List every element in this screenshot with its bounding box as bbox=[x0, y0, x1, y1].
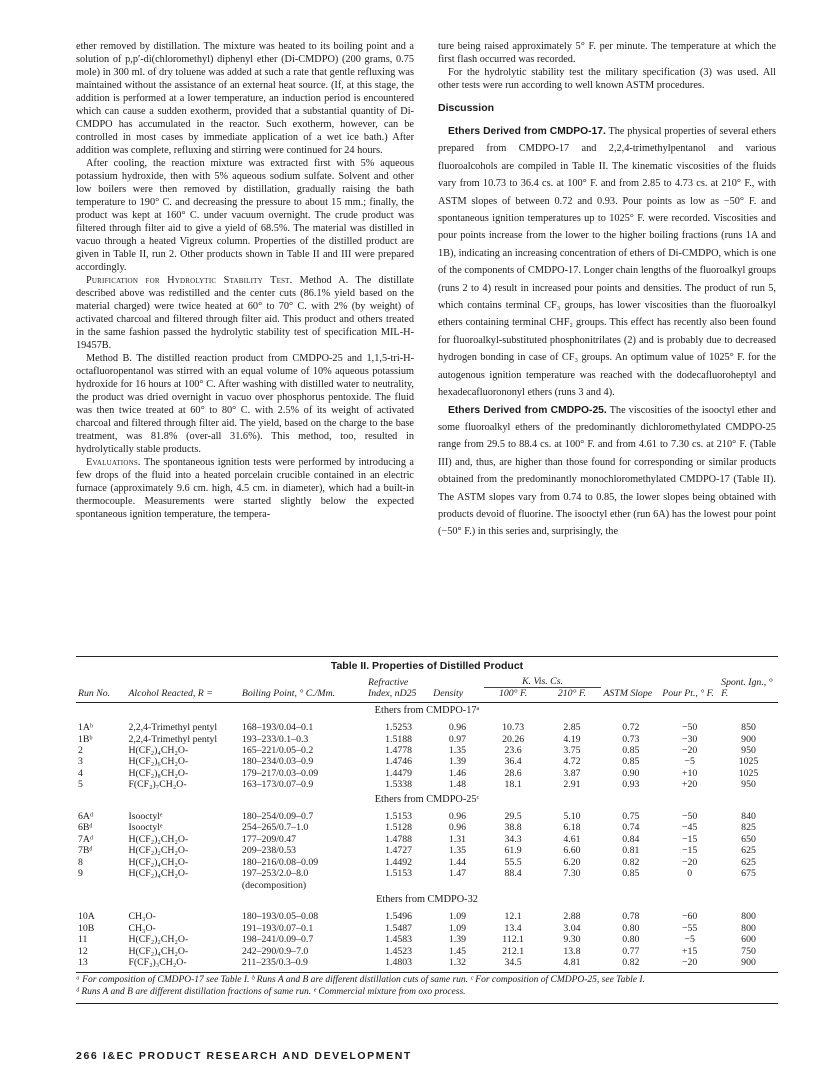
kvis-210f-cell: 13.8 bbox=[563, 945, 581, 957]
spontaneous-ignition-cell: 1025 bbox=[738, 767, 759, 779]
spontaneous-ignition-cell: 900 bbox=[741, 956, 756, 968]
boiling-point-cell: 177–209/0.47 bbox=[241, 833, 297, 845]
table-ii bbox=[76, 656, 778, 1004]
paragraph bbox=[438, 402, 776, 541]
kvis-210f-cell: 5.10 bbox=[563, 811, 581, 823]
density-cell: 1.09 bbox=[448, 911, 466, 923]
table-row bbox=[76, 911, 778, 922]
run-cell: 11 bbox=[78, 934, 88, 946]
header-refractive-index: Refractive Index, nD25 bbox=[366, 676, 431, 702]
table-body bbox=[76, 702, 778, 968]
astm-slope-cell: 0.84 bbox=[622, 833, 640, 845]
kvis-210f-cell: 3.87 bbox=[563, 767, 581, 779]
refractive-index-cell: 1.4492 bbox=[385, 856, 413, 868]
group-label: Ethers from CMDPO-32 bbox=[376, 893, 478, 905]
refractive-index-cell: 1.5153 bbox=[385, 868, 413, 880]
header-run: Run No. bbox=[76, 676, 126, 702]
pour-point-cell: −50 bbox=[681, 722, 698, 734]
boiling-point-note: (decomposition) bbox=[241, 879, 307, 891]
density-cell: 1.39 bbox=[448, 934, 466, 946]
refractive-index-cell: 1.5496 bbox=[385, 911, 413, 923]
kvis-100f-cell: 55.5 bbox=[504, 856, 522, 868]
refractive-index-cell: 1.5253 bbox=[385, 722, 413, 734]
header-kinematic-viscosity: K. Vis. Cs. bbox=[522, 676, 563, 687]
refractive-index-cell: 1.5188 bbox=[385, 733, 413, 745]
kvis-100f-cell: 20.26 bbox=[502, 733, 525, 745]
spontaneous-ignition-cell: 600 bbox=[741, 934, 756, 946]
astm-slope-cell: 0.74 bbox=[622, 822, 640, 834]
pour-point-cell: −5 bbox=[684, 934, 695, 946]
astm-slope-cell: 0.81 bbox=[622, 845, 640, 857]
kvis-210f-cell: 2.88 bbox=[563, 911, 581, 923]
table-footnotes bbox=[76, 972, 778, 998]
kvis-210f-cell: 4.72 bbox=[563, 756, 581, 768]
run-cell: 3 bbox=[78, 756, 83, 768]
kvis-210f-cell: 3.75 bbox=[563, 745, 581, 757]
density-cell: 1.39 bbox=[448, 756, 466, 768]
paragraph: For the hydrolytic stability test the military specification (3) was used. All other tests were run according to well known ASTM procedures. bbox=[438, 67, 776, 91]
refractive-index-cell: 1.5128 bbox=[385, 822, 413, 834]
boiling-point-cell: 209–238/0.53 bbox=[241, 845, 297, 857]
density-cell: 0.96 bbox=[448, 811, 466, 823]
boiling-point-cell: 165–221/0.05–0.2 bbox=[241, 745, 314, 757]
astm-slope-cell: 0.77 bbox=[622, 945, 640, 957]
section-heading: Discussion bbox=[438, 102, 495, 114]
kvis-100f-cell: 36.4 bbox=[504, 756, 522, 768]
run-cell: 5 bbox=[78, 779, 83, 791]
pour-point-cell: −30 bbox=[681, 733, 698, 745]
density-cell: 1.35 bbox=[448, 845, 466, 857]
table-title: Table II. Properties of Distilled Product bbox=[330, 660, 524, 672]
kvis-100f-cell: 28.6 bbox=[504, 767, 522, 779]
kvis-100f-cell: 61.9 bbox=[504, 845, 522, 857]
table-row bbox=[76, 734, 778, 745]
paragraph: ture being raised approximately 5° F. per minute. The temperature at which the first flash occurred was recorded. bbox=[438, 41, 776, 65]
refractive-index-cell: 1.4746 bbox=[385, 756, 413, 768]
footnote: ᵃ For composition of CMDPO-17 see Table I. ᵇ Runs A and B are different distillation cuts of same run. ᶜ For composition of CMDPO-25, see Table I. bbox=[76, 975, 645, 986]
page-footer: 266 I&EC PRODUCT RESEARCH AND DEVELOPMENT bbox=[76, 1050, 412, 1062]
spontaneous-ignition-cell: 800 bbox=[741, 911, 756, 923]
run-cell: 7Aᵈ bbox=[78, 833, 94, 845]
table-row bbox=[76, 957, 778, 968]
boiling-point-cell: 242–290/0.9–7.0 bbox=[241, 945, 309, 957]
kvis-100f-cell: 13.4 bbox=[504, 922, 522, 934]
paragraph: Method B. The distilled reaction product from CMDPO-25 and 1,1,5-tri-H-octafluoropentanol was stirred with an equal volume of 10% aqueous potassium hydroxide for 16 hours at 100° C. After washing with distilled water to neutrality, the product was dried overnight in vacuo over phosphorus pentoxide. The fluid was then twice treated at 60° to 80° C. with 2.5% of its weight of activated charcoal and filtered through filter aid. The yield, based on the charge to the base treatment, was 81.8% (over-all 31.6%). This method, too, resulted in hydrolytically stable products. bbox=[76, 353, 414, 455]
spontaneous-ignition-cell: 840 bbox=[741, 811, 756, 823]
kvis-210f-cell: 3.04 bbox=[563, 922, 581, 934]
group-header-row bbox=[76, 791, 778, 811]
paragraph-body: The physical properties of several ethers prepared from CMDPO-17 and 2,2,4-trimethylpentanol and various fluoroalcohols are compiled in Table II. The kinematic viscosities of the fluids vary from 10.73 to 36.4 cs. at 100° F. and from 2.85 to 4.73 cs. at 210° F., with ASTM slopes of between 0.72 and 0.93. Pour points as low as −50° F. and spontaneous ignition temperatures up to 1025° F. were recorded. Viscosities and pour points increase from the lower to the higher boiling fractions (runs 1A and 1B), indicating an increasing concentration of ethers of Di-CMDPO, which is one of the components of CMDPO-17. Longer chain lengths of the fluoroalkyl groups (runs 2 to 4) result in increased pour points and densities. The product of run 5, which contains terminal CF₃ groups, has lower viscosities than the fluoroalkyl ethers containing terminal CHF₂ groups. This effect has recently also been found for fluoroalkyl-substituted phosphonitrilates (2) and is probably due to decreased hydrogen bonding in case of CF₃ groups. An optimum value of 1025° F. for the autogenous ignition temperature was reached with the dodecafluoroheptyl and hexadecafluorononyl ethers (runs 3 and 4). bbox=[438, 126, 777, 399]
group-header-row bbox=[76, 891, 778, 911]
boiling-point-cell: 254–265/0.7–1.0 bbox=[241, 822, 309, 834]
spontaneous-ignition-cell: 750 bbox=[741, 945, 756, 957]
astm-slope-cell: 0.80 bbox=[622, 934, 640, 946]
alcohol-cell: CH₃O- bbox=[128, 911, 156, 923]
pour-point-cell: −5 bbox=[684, 756, 695, 768]
spontaneous-ignition-cell: 950 bbox=[741, 779, 756, 791]
boiling-point-cell: 180–193/0.05–0.08 bbox=[241, 911, 319, 923]
kvis-100f-cell: 212.1 bbox=[502, 945, 525, 957]
spontaneous-ignition-cell: 625 bbox=[741, 845, 756, 857]
kvis-210f-cell: 2.91 bbox=[563, 779, 581, 791]
pour-point-cell: +15 bbox=[681, 945, 698, 957]
header-pour-point: Pour Pt., ° F. bbox=[660, 676, 719, 702]
run-cell: 6Bᵈ bbox=[78, 822, 93, 834]
kvis-100f-cell: 29.5 bbox=[504, 811, 522, 823]
alcohol-cell: Isooctylᵉ bbox=[128, 822, 163, 834]
density-cell: 1.44 bbox=[448, 856, 466, 868]
kvis-100f-cell: 38.8 bbox=[504, 822, 522, 834]
density-cell: 1.46 bbox=[448, 767, 466, 779]
pour-point-cell: +20 bbox=[681, 779, 698, 791]
astm-slope-cell: 0.80 bbox=[622, 922, 640, 934]
header-density: Density bbox=[431, 676, 484, 702]
density-cell: 1.31 bbox=[448, 833, 466, 845]
table-row bbox=[76, 857, 778, 868]
table-row bbox=[76, 946, 778, 957]
refractive-index-cell: 1.4583 bbox=[385, 934, 413, 946]
footnote: ᵈ Runs A and B are different distillation fractions of same run. ᵉ Commercial mixture from oxo process. bbox=[76, 986, 466, 997]
paragraph bbox=[76, 456, 414, 521]
kvis-100f-cell: 34.3 bbox=[504, 833, 522, 845]
alcohol-cell: H(CF₂)₈CH₂O- bbox=[128, 767, 189, 779]
run-cell: 9 bbox=[78, 868, 83, 880]
left-text-column bbox=[76, 40, 414, 521]
kvis-100f-cell: 112.1 bbox=[502, 934, 524, 946]
run-in-heading: Ethers Derived from CMDPO-17. bbox=[448, 126, 606, 137]
refractive-index-cell: 1.5487 bbox=[385, 922, 413, 934]
density-cell: 1.35 bbox=[448, 745, 466, 757]
kvis-100f-cell: 34.5 bbox=[504, 956, 522, 968]
refractive-index-cell: 1.4523 bbox=[385, 945, 413, 957]
paragraph: After cooling, the reaction mixture was extracted first with 5% aqueous potassium hydroxide, then with 5% aqueous sodium sulfate. Solvent and other low boilers were then removed by distillation, gradually raising the bath temperature to 190° C. and decreasing the pressure to about 15 mm.; finally, the product was kept at 160° C. under vacuum overnight. The crude product was filtered through filter aid to give a yield of 68.5%. The material was distilled in vacuo through a heated Vigreux column. Properties of the distilled product are given in Table II, run 2. Other products shown in Table II and III were prepared accordingly. bbox=[76, 158, 414, 273]
spontaneous-ignition-cell: 950 bbox=[741, 745, 756, 757]
pour-point-cell: +10 bbox=[681, 767, 698, 779]
alcohol-cell: H(CF₂)₂CH₂O- bbox=[128, 845, 189, 857]
kvis-210f-cell: 6.20 bbox=[563, 856, 581, 868]
refractive-index-cell: 1.4788 bbox=[385, 833, 413, 845]
run-cell: 1Aᵇ bbox=[78, 722, 94, 734]
run-cell: 13 bbox=[78, 956, 88, 968]
table-row bbox=[76, 834, 778, 845]
group-label: Ethers from CMDPO-17ᵃ bbox=[374, 704, 480, 716]
density-cell: 1.48 bbox=[448, 779, 466, 791]
alcohol-cell: CH₃O- bbox=[128, 922, 156, 934]
astm-slope-cell: 0.75 bbox=[622, 811, 640, 823]
refractive-index-cell: 1.5338 bbox=[385, 779, 413, 791]
alcohol-cell: H(CF₂)₄CH₂O- bbox=[128, 945, 189, 957]
alcohol-cell: F(CF₂)₃CH₂O- bbox=[128, 956, 187, 968]
header-boiling-point: Boiling Point, ° C./Mm. bbox=[240, 676, 366, 702]
kvis-100f-cell: 88.4 bbox=[504, 868, 522, 880]
density-cell: 1.32 bbox=[448, 956, 466, 968]
alcohol-cell: H(CF₂)₄CH₂O- bbox=[128, 745, 189, 757]
run-cell: 12 bbox=[78, 945, 88, 957]
run-cell: 2 bbox=[78, 745, 83, 757]
spontaneous-ignition-cell: 825 bbox=[741, 822, 756, 834]
astm-slope-cell: 0.85 bbox=[622, 868, 640, 880]
table-row bbox=[76, 756, 778, 767]
boiling-point-cell: 180–234/0.03–0.9 bbox=[241, 756, 314, 768]
run-cell: 8 bbox=[78, 856, 83, 868]
boiling-point-cell bbox=[240, 868, 366, 891]
boiling-point-cell: 163–173/0.07–0.9 bbox=[241, 779, 314, 791]
table-row bbox=[76, 845, 778, 856]
density-cell: 0.97 bbox=[448, 733, 466, 745]
header-spontaneous-ignition: Spont. Ign., ° F. bbox=[719, 676, 778, 702]
header-alcohol: Alcohol Reacted, R = bbox=[126, 676, 239, 702]
kvis-210f-cell: 4.81 bbox=[563, 956, 581, 968]
paragraph bbox=[76, 274, 414, 352]
pour-point-cell: −15 bbox=[681, 833, 698, 845]
density-cell: 0.96 bbox=[448, 822, 466, 834]
astm-slope-cell: 0.90 bbox=[622, 767, 640, 779]
run-in-heading: Evaluations. bbox=[86, 457, 141, 468]
boiling-point-value: 197–253/2.0–8.0 bbox=[241, 868, 309, 880]
table-row bbox=[76, 934, 778, 945]
pour-point-cell: −15 bbox=[681, 845, 698, 857]
kvis-100f-cell: 12.1 bbox=[504, 911, 522, 923]
table-row bbox=[76, 811, 778, 822]
spontaneous-ignition-cell: 650 bbox=[741, 833, 756, 845]
pour-point-cell: −55 bbox=[681, 922, 698, 934]
alcohol-cell: F(CF₂)₇CH₂O- bbox=[128, 779, 187, 791]
refractive-index-cell: 1.4479 bbox=[385, 767, 413, 779]
boiling-point-cell: 168–193/0.04–0.1 bbox=[241, 722, 314, 734]
astm-slope-cell: 0.82 bbox=[622, 956, 640, 968]
astm-slope-cell: 0.93 bbox=[622, 779, 640, 791]
group-label: Ethers from CMDPO-25ᶜ bbox=[374, 793, 480, 805]
header-kvis-100f: 100° F. bbox=[484, 688, 543, 702]
properties-table bbox=[76, 676, 778, 968]
table-row bbox=[76, 923, 778, 934]
spontaneous-ignition-cell: 675 bbox=[741, 868, 756, 880]
astm-slope-cell: 0.82 bbox=[622, 856, 640, 868]
density-cell: 1.09 bbox=[448, 922, 466, 934]
alcohol-cell: H(CF₂)₄CH₂O- bbox=[128, 856, 189, 868]
spontaneous-ignition-cell: 850 bbox=[741, 722, 756, 734]
refractive-index-cell: 1.4778 bbox=[385, 745, 413, 757]
refractive-index-cell: 1.5153 bbox=[385, 811, 413, 823]
alcohol-cell: 2,2,4-Trimethyl pentyl bbox=[128, 722, 218, 734]
astm-slope-cell: 0.73 bbox=[622, 733, 640, 745]
run-cell: 10B bbox=[78, 922, 95, 934]
pour-point-cell: −50 bbox=[681, 811, 698, 823]
paragraph: ether removed by distillation. The mixture was heated to its boiling point and a solution of p,p′-di(chloromethyl) diphenyl ether (Di-CMDPO) (200 grams, 0.75 mole) in 300 ml. of dry toluene was added at such a rate that gentle refluxing was maintained without the assistance of an external heat source. (If, at this stage, the addition is performed at a lower temperature, an induction period is encountered which can cause a sudden exotherm, provided that a substantial quantity of Di-CMDPO has accumulated in the reactor. Such exotherm, however, can be controlled in most cases by immediate application of a wet ice bath.) After addition was complete, refluxing and stirring were continued for 24 hours. bbox=[76, 41, 414, 156]
table-row bbox=[76, 822, 778, 833]
pour-point-cell: −60 bbox=[681, 911, 698, 923]
boiling-point-cell: 193–233/0.1–0.3 bbox=[241, 733, 309, 745]
kvis-210f-cell: 4.19 bbox=[563, 733, 581, 745]
spontaneous-ignition-cell: 800 bbox=[741, 922, 756, 934]
boiling-point-cell: 211–235/0.3–0.9 bbox=[241, 956, 308, 968]
header-kvis-210f: 210° F. bbox=[543, 688, 602, 702]
run-cell: 1Bᵇ bbox=[78, 733, 93, 745]
boiling-point-cell: 191–193/0.07–0.1 bbox=[241, 922, 314, 934]
spontaneous-ignition-cell: 900 bbox=[741, 733, 756, 745]
boiling-point-cell: 180–254/0.09–0.7 bbox=[241, 811, 314, 823]
pour-point-cell: −20 bbox=[681, 956, 698, 968]
density-cell: 1.45 bbox=[448, 945, 466, 957]
table-top-rule bbox=[76, 656, 778, 657]
kvis-210f-cell: 9.30 bbox=[563, 934, 581, 946]
kvis-100f-cell: 23.6 bbox=[504, 745, 522, 757]
paragraph-body: The viscosities of the isooctyl ether and some fluoroalkyl ethers of the predominantly dichloromethylated CMDPO-25 range from 29.5 to 88.4 cs. at 100° F. and from 4.61 to 7.30 cs. at 210° F. (Table III) and, thus, are higher than those found for corresponding or similar products obtained from the predominantly monochloromethylated CMDPO-17 (Table II). The ASTM slopes vary from 0.74 to 0.85, the lower slopes being obtained with products devoid of fluorine. The isooctyl ether (run 6A) has the lowest pour point (−50° F.) in this series and, surprisingly, the bbox=[438, 404, 776, 538]
table-row bbox=[76, 768, 778, 779]
kvis-100f-cell: 10.73 bbox=[502, 722, 525, 734]
alcohol-cell: H(CF₂)₂CH₂O- bbox=[128, 833, 189, 845]
table-row bbox=[76, 745, 778, 756]
run-cell: 6Aᵈ bbox=[78, 811, 94, 823]
paragraph-body: Method A. The distillate described above was redistilled and the center cuts (86.1% yield based on the material charged) were twice heated at 60° to 70° C. with 2% (by weight) of activated charcoal and filtered through filter aid. This product and others treated in the same fashion passed the hydrolytic stability test of specification MIL-H-19457B. bbox=[76, 275, 415, 351]
run-in-heading: Purification for Hydrolytic Stability Test. bbox=[86, 275, 293, 286]
pour-point-cell: −45 bbox=[681, 822, 698, 834]
table-row bbox=[76, 779, 778, 790]
paragraph-body: The spontaneous ignition tests were performed by introducing a few drops of the fluid into a heated porcelain crucible contained in an electric furnace (approximately 9.6 cm. high, 4.5 cm. in diameter), which had a built-in thermocouple. Measurements were started slightly below the expected spontaneous ignition temperature, the tempera- bbox=[76, 457, 414, 520]
density-cell: 1.47 bbox=[448, 868, 466, 880]
kvis-210f-cell: 6.18 bbox=[563, 822, 581, 834]
header-astm-slope: ASTM Slope bbox=[601, 676, 660, 702]
pour-point-cell: 0 bbox=[687, 868, 693, 880]
refractive-index-cell: 1.4803 bbox=[385, 956, 413, 968]
boiling-point-cell: 179–217/0.03–0.09 bbox=[241, 767, 319, 779]
refractive-index-cell: 1.4727 bbox=[385, 845, 413, 857]
run-in-heading: Ethers Derived from CMDPO-25. bbox=[448, 404, 607, 416]
kvis-210f-cell: 7.30 bbox=[563, 868, 581, 880]
table-bottom-rule bbox=[76, 1003, 778, 1004]
alcohol-cell: 2,2,4-Trimethyl pentyl bbox=[128, 733, 218, 745]
kvis-210f-cell: 4.61 bbox=[563, 833, 581, 845]
pour-point-cell: −20 bbox=[681, 745, 698, 757]
astm-slope-cell: 0.78 bbox=[622, 911, 640, 923]
boiling-point-cell: 198–241/0.09–0.7 bbox=[241, 934, 314, 946]
table-row bbox=[76, 868, 778, 891]
run-cell: 10A bbox=[78, 911, 95, 923]
alcohol-cell: Isooctylᵉ bbox=[128, 811, 163, 823]
pour-point-cell: −20 bbox=[681, 856, 698, 868]
run-cell: 7Bᵈ bbox=[78, 845, 93, 857]
kvis-210f-cell: 6.60 bbox=[563, 845, 581, 857]
astm-slope-cell: 0.85 bbox=[622, 756, 640, 768]
right-text-column bbox=[438, 40, 776, 541]
table-row bbox=[76, 722, 778, 733]
alcohol-cell: H(CF₂)₄CH₂O- bbox=[128, 868, 189, 880]
spontaneous-ignition-cell: 1025 bbox=[738, 756, 759, 768]
kvis-210f-cell: 2.85 bbox=[563, 722, 581, 734]
group-header-row bbox=[76, 702, 778, 722]
run-cell: 4 bbox=[78, 767, 83, 779]
alcohol-cell: H(CF₂)₆CH₂O- bbox=[128, 756, 189, 768]
spontaneous-ignition-cell: 625 bbox=[741, 856, 756, 868]
density-cell: 0.96 bbox=[448, 722, 466, 734]
paragraph bbox=[438, 123, 776, 402]
kvis-100f-cell: 18.1 bbox=[504, 779, 522, 791]
alcohol-cell: H(CF₂)₂CH₂O- bbox=[128, 934, 189, 946]
boiling-point-cell: 180–216/0.08–0.09 bbox=[241, 856, 319, 868]
astm-slope-cell: 0.85 bbox=[622, 745, 640, 757]
astm-slope-cell: 0.72 bbox=[622, 722, 640, 734]
